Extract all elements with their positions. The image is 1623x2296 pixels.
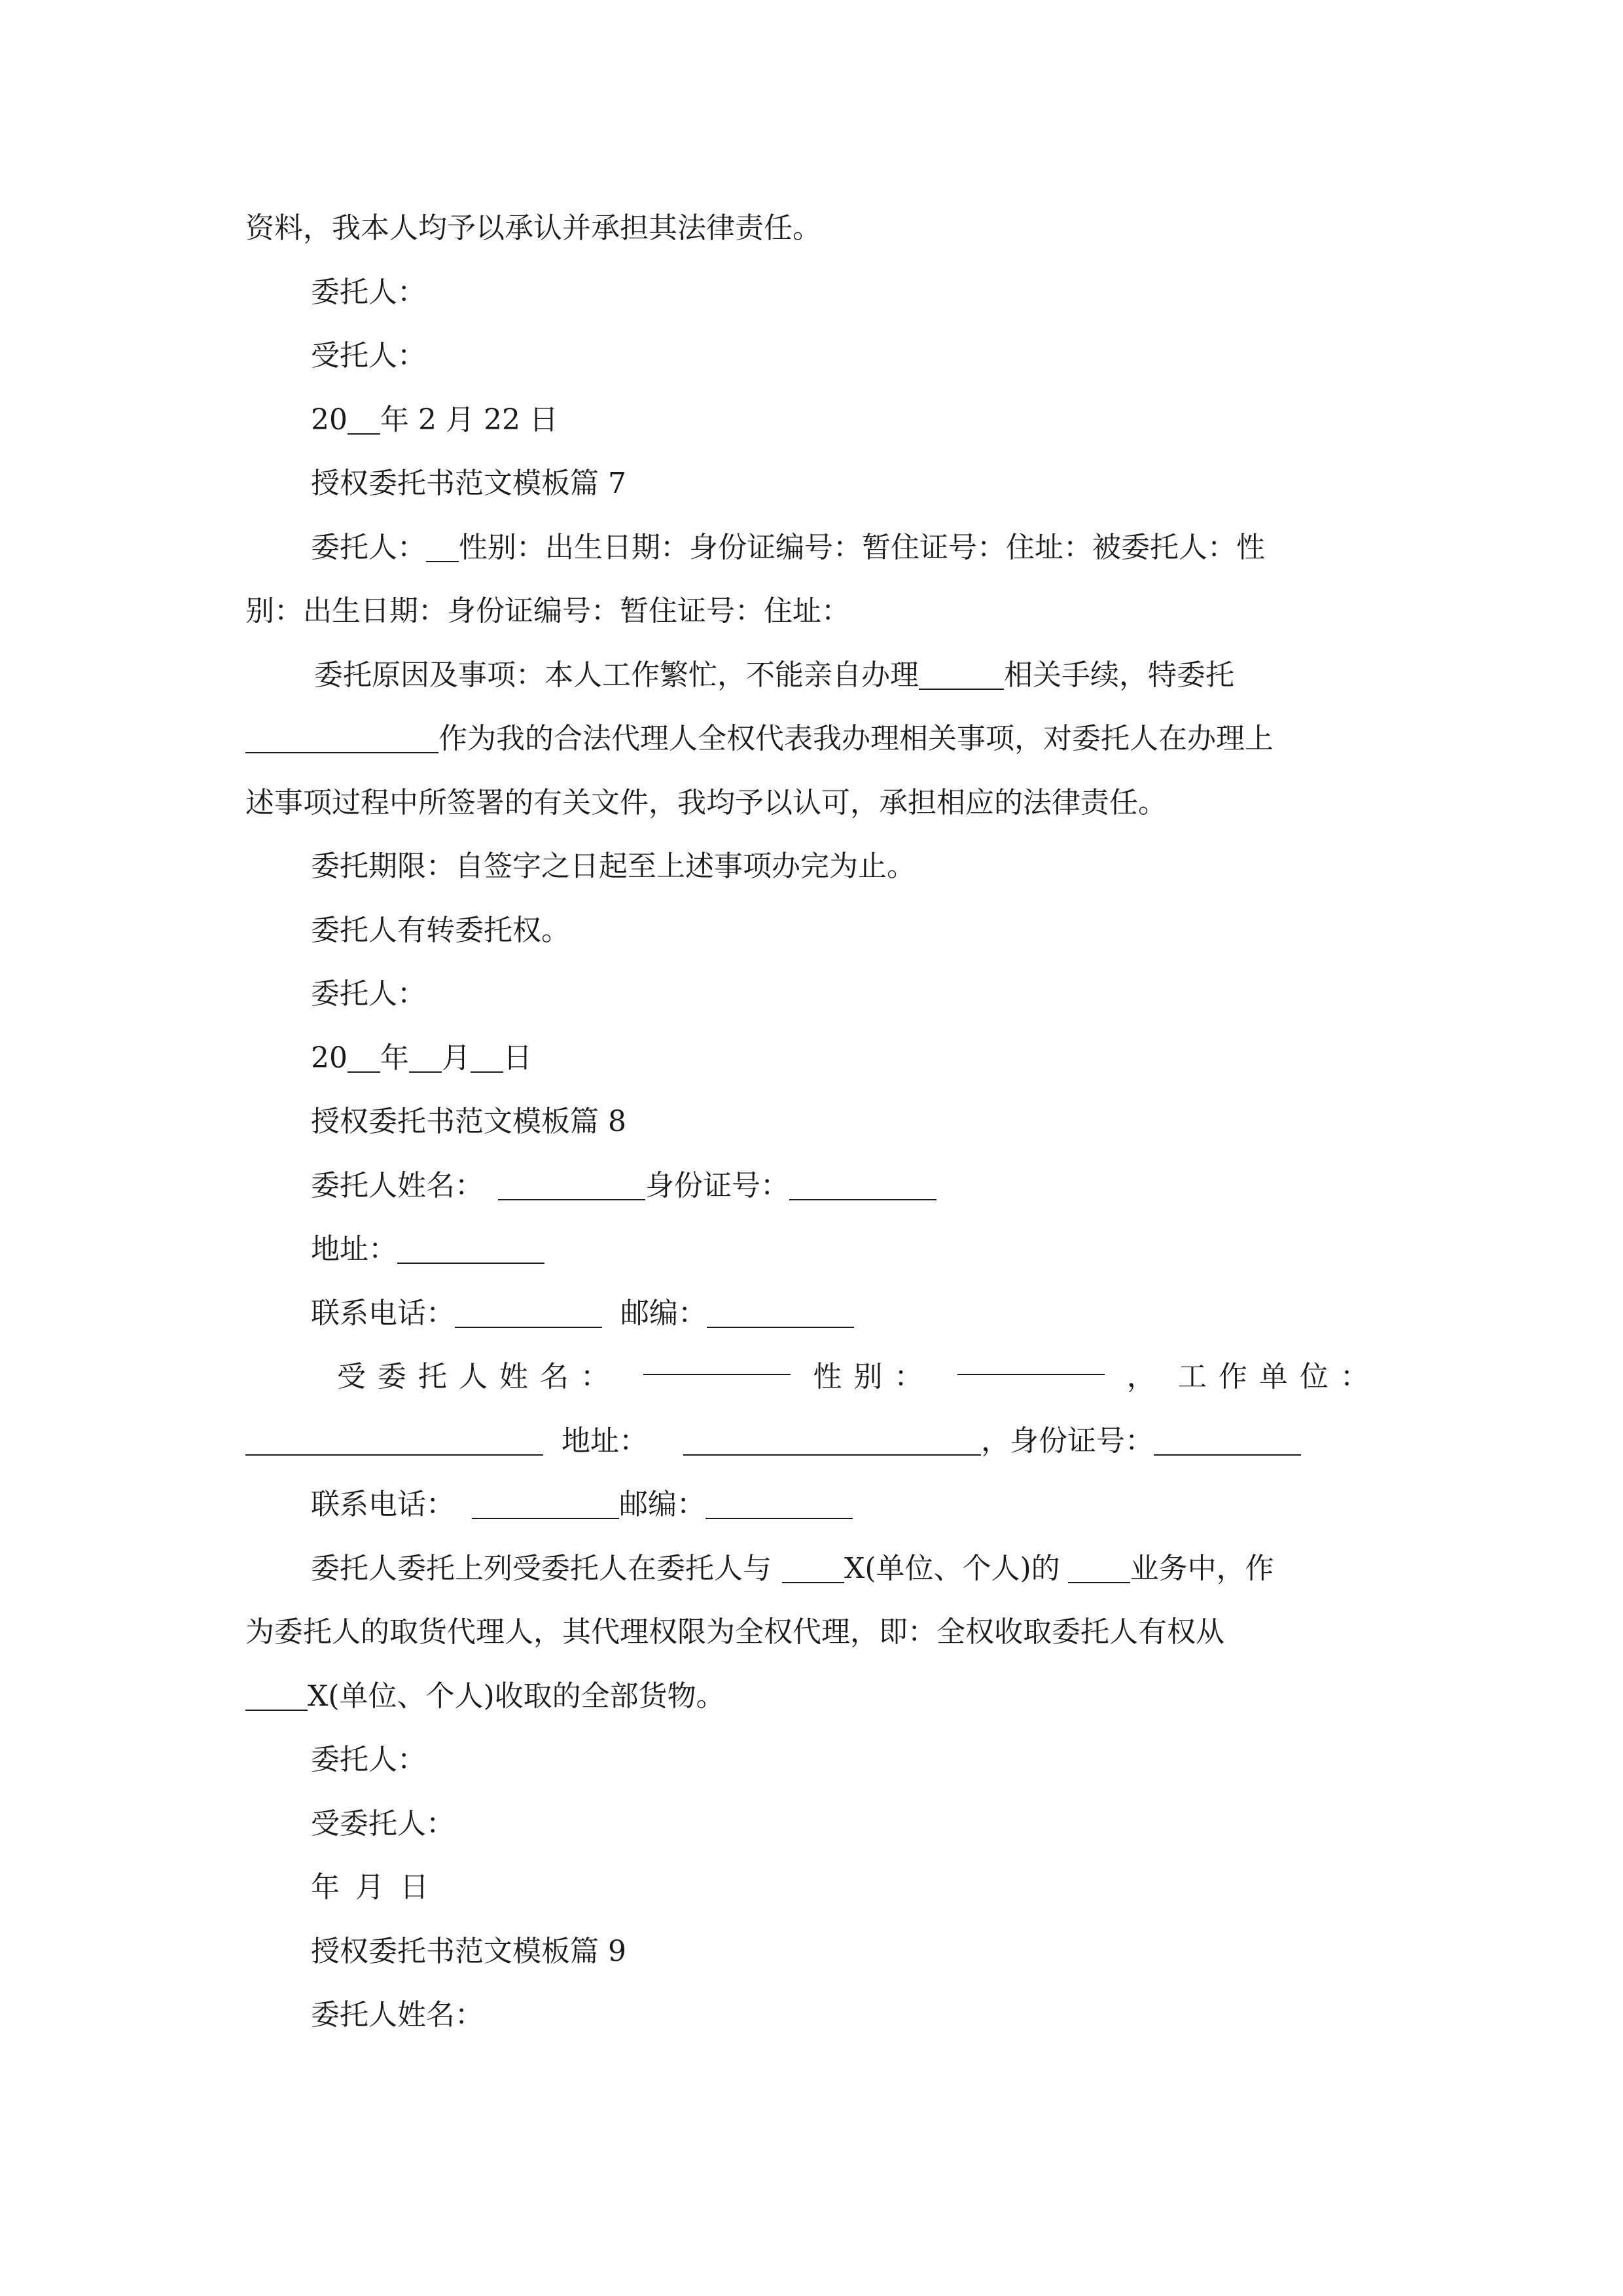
paragraph-text: 委托人委托上列受委托人在委托人与 bbox=[311, 1551, 772, 1585]
text-line bbox=[245, 643, 1381, 708]
section-heading-7 bbox=[245, 452, 1381, 516]
blank-field bbox=[789, 1170, 936, 1200]
date-month-label: 月 bbox=[442, 1041, 471, 1075]
date-line bbox=[245, 388, 1381, 452]
text-line bbox=[245, 1345, 1381, 1409]
text-line bbox=[245, 1217, 1381, 1282]
label-gender: 性别： bbox=[813, 1360, 935, 1393]
blank-field bbox=[409, 1043, 442, 1073]
blank-field bbox=[957, 1345, 1105, 1375]
heading-text: 授权委托书范文模板篇 8 bbox=[311, 1105, 626, 1138]
signature-line-agent bbox=[245, 1792, 1381, 1856]
date-year-prefix: 20 bbox=[311, 1041, 348, 1075]
label-principal: 委托人： bbox=[311, 977, 426, 1011]
text-line bbox=[245, 196, 1381, 260]
blank-field bbox=[397, 1234, 544, 1264]
text-line bbox=[245, 579, 1381, 643]
signature-line-principal bbox=[245, 962, 1381, 1026]
label-phone: 联系电话： bbox=[311, 1296, 455, 1330]
date-rest: 年 2 月 22 日 bbox=[380, 403, 558, 437]
blank-field bbox=[245, 1426, 543, 1456]
paragraph-text: 委托期限：自签字之日起至上述事项办完为止。 bbox=[311, 850, 916, 883]
blank-field bbox=[919, 660, 1004, 690]
text-line bbox=[245, 1600, 1381, 1664]
text-line bbox=[245, 707, 1381, 771]
heading-text: 授权委托书范文模板篇 9 bbox=[311, 1934, 626, 1968]
blank-field bbox=[705, 1489, 853, 1519]
blank-field bbox=[245, 723, 438, 753]
text-line bbox=[245, 1537, 1381, 1601]
blank-field bbox=[707, 1298, 854, 1328]
paragraph-text: X(单位、个人)的 bbox=[844, 1551, 1060, 1585]
text-line bbox=[245, 1983, 1381, 2047]
punctuation-comma: ， bbox=[1126, 1360, 1156, 1393]
paragraph-text: 相关手续，特委托 bbox=[1004, 658, 1234, 692]
date-year-prefix: 20 bbox=[311, 403, 348, 437]
label-postcode: 邮编： bbox=[619, 1488, 705, 1521]
blank-field bbox=[426, 532, 459, 562]
label-agent: 受委托人： bbox=[311, 1806, 455, 1840]
label-agent: 受托人： bbox=[311, 339, 426, 372]
paragraph-text: 业务中，作 bbox=[1130, 1551, 1274, 1585]
text-line bbox=[245, 1664, 1381, 1729]
label-principal: 委托人： bbox=[311, 275, 426, 309]
date-line bbox=[245, 1856, 1381, 1920]
blank-field bbox=[471, 1043, 503, 1073]
blank-field bbox=[348, 404, 380, 435]
heading-text: 授权委托书范文模板篇 7 bbox=[311, 467, 626, 500]
label-principal: 委托人： bbox=[311, 530, 426, 564]
paragraph-text: 委托原因及事项：本人工作繁忙，不能亲自办理 bbox=[314, 658, 919, 692]
text-line bbox=[245, 1282, 1381, 1346]
text-line bbox=[245, 1154, 1381, 1218]
signature-line-agent bbox=[245, 324, 1381, 388]
label-agent-name: 受委托人姓名： bbox=[337, 1360, 621, 1393]
label-address: 地址： bbox=[311, 1232, 397, 1266]
label-id-number: ，身份证号： bbox=[981, 1424, 1154, 1458]
blank-field bbox=[1068, 1553, 1130, 1583]
paragraph-text: 作为我的合法代理人全权代表我办理相关事项，对委托人在办理上 bbox=[438, 722, 1274, 755]
text-line bbox=[245, 834, 1381, 899]
paragraph-text: 性别：出生日期：身份证编号：暂住证号：住址：被委托人：性 bbox=[459, 530, 1265, 564]
blank-field bbox=[498, 1170, 645, 1200]
blank-field bbox=[782, 1553, 844, 1583]
section-heading-9 bbox=[245, 1920, 1381, 1984]
label-work-unit: 工作单位： bbox=[1177, 1360, 1381, 1393]
label-principal-name: 委托人姓名： bbox=[311, 1998, 484, 2032]
blank-field bbox=[245, 1681, 308, 1711]
label-principal: 委托人： bbox=[311, 1743, 426, 1776]
label-postcode: 邮编： bbox=[620, 1296, 707, 1330]
paragraph-text: 委托人有转委托权。 bbox=[311, 913, 570, 947]
document-body bbox=[245, 196, 1381, 2047]
blank-field bbox=[643, 1345, 791, 1375]
blank-field bbox=[683, 1426, 981, 1456]
paragraph-text: 述事项过程中所签署的有关文件，我均予以认可，承担相应的法律责任。 bbox=[245, 785, 1167, 819]
label-id-number: 身份证号： bbox=[645, 1168, 789, 1202]
paragraph-text: 别：出生日期：身份证编号：暂住证号：住址： bbox=[245, 594, 850, 628]
date-text: 年 月 日 bbox=[311, 1871, 429, 1904]
text-line bbox=[245, 771, 1381, 835]
date-year-label: 年 bbox=[380, 1041, 409, 1075]
text-line bbox=[245, 1409, 1381, 1473]
paragraph-text: 为委托人的取货代理人，其代理权限为全权代理，即：全权收取委托人有权从 bbox=[245, 1615, 1224, 1649]
date-line bbox=[245, 1026, 1381, 1090]
blank-field bbox=[348, 1043, 380, 1073]
date-day-label: 日 bbox=[503, 1041, 532, 1075]
label-address: 地址： bbox=[562, 1424, 648, 1458]
text-line bbox=[245, 1473, 1381, 1537]
label-principal-name: 委托人姓名： bbox=[311, 1168, 484, 1202]
text-line bbox=[245, 899, 1381, 963]
signature-line-principal bbox=[245, 260, 1381, 325]
section-heading-8 bbox=[245, 1090, 1381, 1154]
blank-field bbox=[455, 1298, 602, 1328]
blank-field bbox=[1154, 1426, 1301, 1456]
paragraph-text: 资料，我本人均予以承认并承担其法律责任。 bbox=[245, 211, 821, 245]
text-line bbox=[245, 516, 1381, 580]
paragraph-text: X(单位、个人)收取的全部货物。 bbox=[308, 1679, 725, 1713]
label-phone: 联系电话： bbox=[311, 1488, 455, 1521]
signature-line-principal bbox=[245, 1728, 1381, 1792]
blank-field bbox=[472, 1489, 619, 1519]
